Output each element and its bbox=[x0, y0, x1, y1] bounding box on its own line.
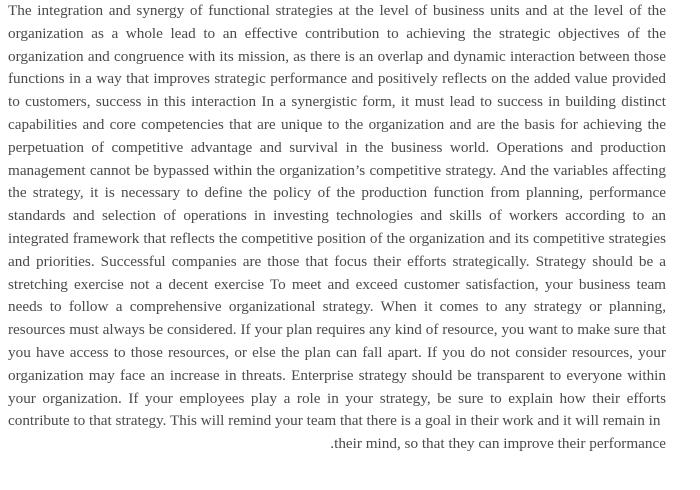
document-body bbox=[8, 0, 666, 456]
paragraph-final-line: .their mind, so that they can improve their performance bbox=[330, 435, 666, 453]
body-paragraph: The integration and synergy of functional strategies at the level of business units and at the level of the organization as a whole lead to an effective contribution to achieving the strategic objectives of the organization and congruence with its mission, as there is an overlap and dynamic interaction between those functions in a way that improves strategic performance and positively reflects on the added value provided to customers, success in this interaction In a synergistic form, it must lead to success in building distinct capabilities and core competencies that are unique to the organization and are the basis for achieving the perpetuation of competitive advantage and survival in the business world. Operations and production management cannot be bypassed within the organization’s competitive strategy. And the variables affecting the strategy, it is necessary to define the policy of the production function from planning, performance standards and selection of operations in investing technologies and skills of workers according to an integrated framework that reflects the competitive position of the organization and its competitive strategies and priorities. Successful companies are those that focus their efforts strategically. Strategy should be a stretching exercise not a decent exercise To meet and exceed customer satisfaction, your business team needs to follow a comprehensive organizational strategy. When it comes to any strategy or planning, resources must always be considered. If your plan requires any kind of resource, you want to make sure that you have access to those resources, or else the plan can fall apart. If you do not consider resources, your organization may face an increase in threats. Enterprise strategy should be transparent to everyone within your organization. If your employees play a role in your strategy, be sure to explain how their efforts contribute to that strategy. This will remind your team that there is a goal in their work and it will remain in bbox=[8, 2, 666, 430]
